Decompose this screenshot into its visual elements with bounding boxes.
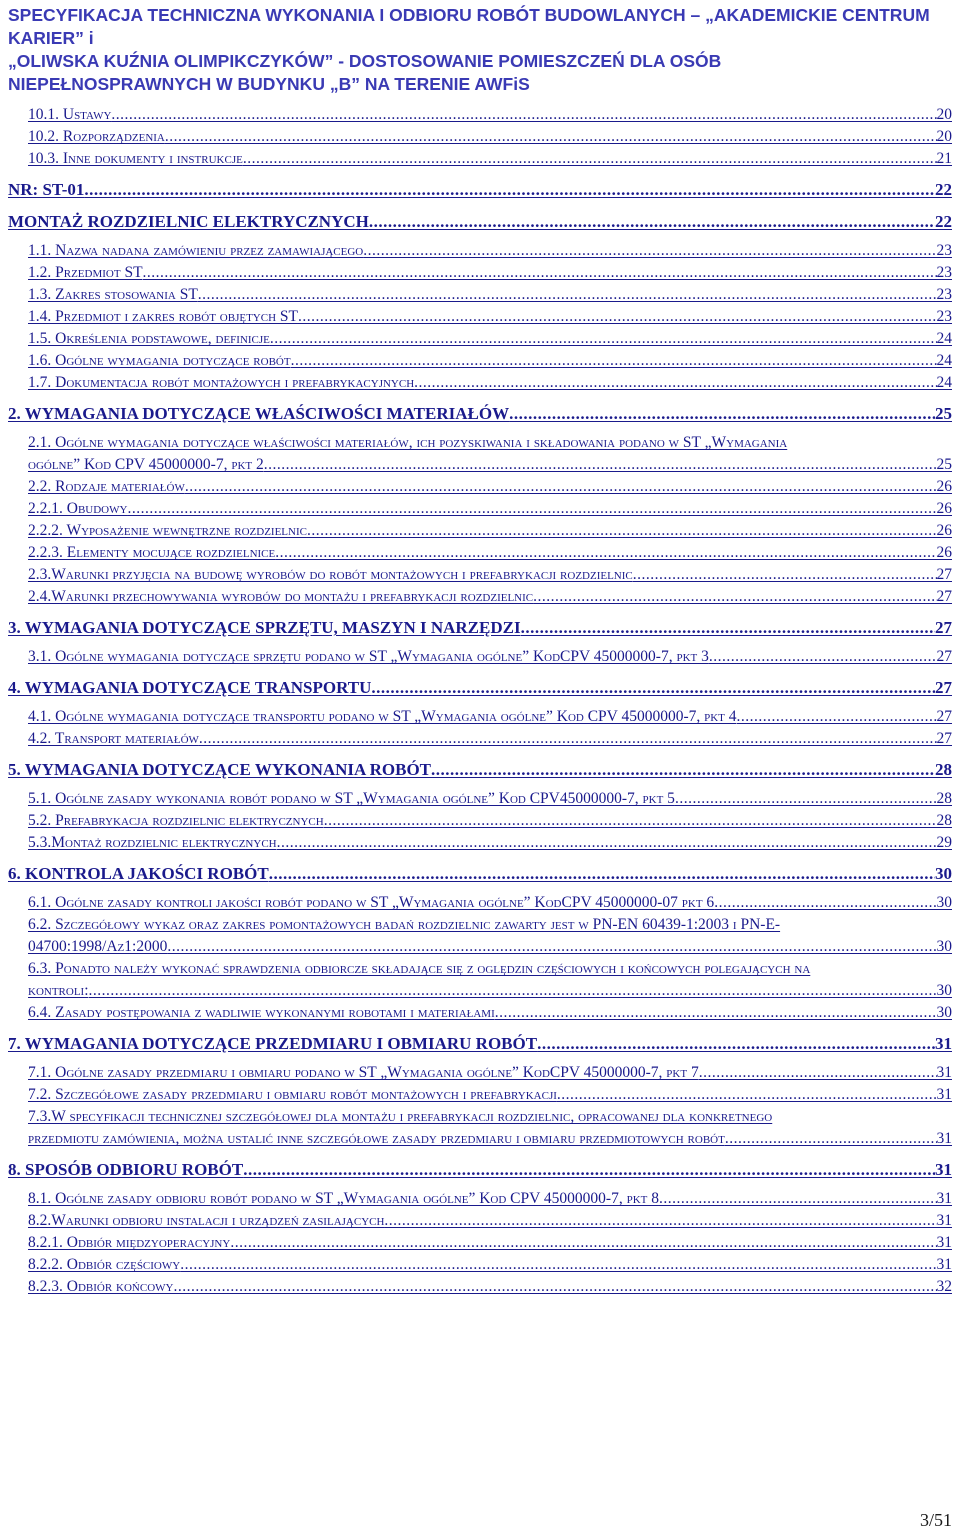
dot-leader bbox=[521, 616, 935, 640]
dot-leader bbox=[369, 210, 935, 234]
dot-leader bbox=[675, 788, 937, 810]
dot-leader bbox=[180, 1254, 936, 1276]
toc-entry[interactable] bbox=[8, 328, 952, 350]
toc-entry-page: 22 bbox=[935, 180, 952, 199]
toc-entry-row bbox=[8, 1210, 952, 1232]
toc-entry-row bbox=[8, 126, 952, 148]
dot-leader bbox=[230, 1232, 936, 1254]
dot-leader bbox=[709, 646, 937, 668]
toc-entry-row bbox=[8, 586, 952, 608]
toc-entry-row bbox=[8, 728, 952, 750]
toc-entry-title: 1.7. Dokumentacja robót montażowych i prefabrykacyjnych bbox=[28, 374, 415, 391]
toc-entry-title: 5.1. Ogólne zasady wykonania robót podano w ST „Wymagania ogólne” Kod CPV45000000-7, pkt 5 bbox=[28, 790, 675, 807]
toc-entry-row bbox=[8, 564, 952, 586]
toc-entry-title: ogólne” Kod CPV 45000000-7, pkt 2 bbox=[28, 456, 264, 473]
toc-entry-page: 27 bbox=[935, 678, 952, 697]
toc-entry[interactable] bbox=[8, 914, 952, 958]
dot-leader bbox=[111, 104, 936, 126]
toc-entry-page: 27 bbox=[936, 730, 952, 747]
toc-entry-title-line: 6.3. Ponadto należy wykonać sprawdzenia odbiorcze składające się z oględzin częściowych i końcowych polegających na bbox=[28, 960, 811, 977]
toc-entry-title: 4. WYMAGANIA DOTYCZĄCE TRANSPORTU bbox=[8, 678, 372, 697]
toc-entry-page: 25 bbox=[935, 404, 952, 423]
dot-leader bbox=[277, 832, 937, 854]
dot-leader bbox=[633, 564, 937, 586]
toc-entry-row bbox=[8, 862, 952, 886]
toc-entry-title: 5.2. Prefabrykacja rozdzielnic elektrycznych bbox=[28, 812, 324, 829]
toc-entry-page: 31 bbox=[936, 1130, 952, 1147]
dot-leader bbox=[89, 980, 937, 1002]
dot-leader bbox=[298, 306, 937, 328]
dot-leader bbox=[275, 542, 936, 564]
dot-leader bbox=[185, 476, 937, 498]
toc-entry-page: 25 bbox=[936, 456, 952, 473]
toc-entry[interactable] bbox=[8, 1232, 952, 1254]
toc-entry-title: 2. WYMAGANIA DOTYCZĄCE WŁAŚCIWOŚCI MATERIAŁÓW bbox=[8, 404, 510, 423]
toc-entry-title: 1.5. Określenia podstawowe, definicje bbox=[28, 330, 270, 347]
toc-entry-page: 30 bbox=[935, 864, 952, 883]
toc-entry-page: 31 bbox=[936, 1256, 952, 1273]
toc-entry-title: 8.2.1. Odbiór międzyoperacyjny bbox=[28, 1234, 231, 1251]
page-number: 3/51 bbox=[919, 1510, 952, 1530]
toc-entry[interactable] bbox=[8, 210, 952, 234]
dot-leader bbox=[495, 1002, 937, 1024]
toc-entry-row bbox=[8, 454, 952, 476]
toc-entry[interactable] bbox=[8, 402, 952, 426]
toc-entry-page: 31 bbox=[936, 1234, 952, 1251]
toc-entry-title: kontroli: bbox=[28, 982, 89, 999]
toc-entry-page: 21 bbox=[936, 150, 952, 167]
toc-entry[interactable] bbox=[8, 372, 952, 394]
toc-entry[interactable] bbox=[8, 616, 952, 640]
toc-entry-page: 23 bbox=[936, 308, 952, 325]
toc-entry-title: 1.1. Nazwa nadana zamówieniu przez zamawiającego bbox=[28, 242, 364, 259]
toc-entry-page: 20 bbox=[936, 128, 952, 145]
toc-entry-title: 1.3. Zakres stosowania ST bbox=[28, 286, 198, 303]
toc-entry-title: 04700:1998/Az1:2000 bbox=[28, 938, 168, 955]
toc-entry-page: 32 bbox=[936, 1278, 952, 1295]
dot-leader bbox=[199, 728, 937, 750]
toc-entry[interactable] bbox=[8, 892, 952, 914]
toc-entry-title: 3. WYMAGANIA DOTYCZĄCE SPRZĘTU, MASZYN I NARZĘDZI bbox=[8, 618, 521, 637]
toc-entry-page: 31 bbox=[936, 1064, 952, 1081]
toc-entry[interactable] bbox=[8, 476, 952, 498]
toc-entry-row bbox=[8, 1158, 952, 1182]
toc-entry-title-line: 6.2. Szczegółowy wykaz oraz zakres pomontażowych badań rozdzielnic zawarty jest w PN-EN 60439-1:2003 i PN-E- bbox=[28, 916, 781, 933]
toc-entry-title: 5. WYMAGANIA DOTYCZĄCE WYKONANIA ROBÓT bbox=[8, 760, 431, 779]
toc-entry-title: 8.2.3. Odbiór końcowy bbox=[28, 1278, 174, 1295]
toc-entry[interactable] bbox=[8, 564, 952, 586]
toc-entry-page: 30 bbox=[936, 1004, 952, 1021]
toc-entry-row bbox=[8, 706, 952, 728]
toc-entry-row bbox=[8, 1002, 952, 1024]
dot-leader bbox=[165, 126, 937, 148]
toc-entry-title: przedmiotu zamówienia, można ustalić inne szczegółowe zasady przedmiaru i obmiaru przedmiotowych robót bbox=[28, 1130, 725, 1147]
toc-entry-title-line: 7.3.W specyfikacji technicznej szczegółowej dla montażu i prefabrykacji rozdzielnic, opracowanej dla konkretnego bbox=[28, 1108, 773, 1125]
toc-entry-page: 20 bbox=[936, 106, 952, 123]
table-of-contents bbox=[8, 104, 952, 1298]
toc-entry-page: 27 bbox=[935, 618, 952, 637]
toc-entry-row bbox=[8, 1188, 952, 1210]
toc-entry-page: 26 bbox=[936, 500, 952, 517]
dot-leader bbox=[414, 372, 936, 394]
toc-entry-title: 1.2. Przedmiot ST bbox=[28, 264, 143, 281]
dot-leader bbox=[699, 1062, 937, 1084]
header-line-3: NIEPEŁNOSPRAWNYCH W BUDYNKU „B” NA TERENIE AWFiS bbox=[8, 74, 530, 94]
toc-entry[interactable] bbox=[8, 148, 952, 170]
toc-entry-row bbox=[8, 1128, 952, 1150]
toc-entry[interactable] bbox=[8, 1210, 952, 1232]
toc-entry[interactable] bbox=[8, 1276, 952, 1298]
toc-entry-row bbox=[8, 498, 952, 520]
toc-entry-page: 31 bbox=[936, 1190, 952, 1207]
toc-entry-title: 8.2.Warunki odbioru instalacji i urządzeń zasilających bbox=[28, 1212, 385, 1229]
toc-entry[interactable] bbox=[8, 1158, 952, 1182]
dot-leader bbox=[431, 758, 935, 782]
toc-entry-page: 29 bbox=[936, 834, 952, 851]
dot-leader bbox=[537, 1032, 935, 1056]
toc-entry-row bbox=[8, 1032, 952, 1056]
dot-leader bbox=[84, 178, 935, 202]
toc-entry-page: 31 bbox=[935, 1034, 952, 1053]
toc-entry-page: 23 bbox=[936, 242, 952, 259]
dot-leader bbox=[659, 1188, 937, 1210]
toc-entry-title-line: 2.1. Ogólne wymagania dotyczące właściwości materiałów, ich pozyskiwania i składowania podano w ST „Wymagania bbox=[28, 434, 788, 451]
toc-entry[interactable] bbox=[8, 284, 952, 306]
dot-leader bbox=[557, 1084, 937, 1106]
toc-entry[interactable] bbox=[8, 706, 952, 728]
toc-entry-row bbox=[8, 676, 952, 700]
toc-entry-row bbox=[8, 1276, 952, 1298]
toc-entry-page: 28 bbox=[936, 790, 952, 807]
toc-entry-title: 4.2. Transport materiałów bbox=[28, 730, 199, 747]
toc-entry-title: 2.2.1. Obudowy bbox=[28, 500, 128, 517]
toc-entry-page: 27 bbox=[936, 566, 952, 583]
dot-leader bbox=[243, 1158, 935, 1182]
toc-entry-row bbox=[8, 788, 952, 810]
header-line-2: „OLIWSKA KUŹNIA OLIMPIKCZYKÓW” - DOSTOSOWANIE POMIESZCZEŃ DLA OSÓB bbox=[8, 51, 722, 71]
toc-entry-page: 23 bbox=[936, 264, 952, 281]
toc-entry-title: 4.1. Ogólne wymagania dotyczące transportu podano w ST „Wymagania ogólne” Kod CPV 45000000-7, pkt 4 bbox=[28, 708, 737, 725]
toc-entry-row bbox=[8, 1254, 952, 1276]
toc-entry-title: 1.6. Ogólne wymagania dotyczące robót bbox=[28, 352, 291, 369]
dot-leader bbox=[269, 862, 935, 886]
dot-leader bbox=[127, 498, 936, 520]
toc-entry-row bbox=[8, 240, 952, 262]
toc-entry[interactable] bbox=[8, 520, 952, 542]
toc-entry-title: 1.4. Przedmiot i zakres robót objętych ST bbox=[28, 308, 298, 325]
toc-entry-page: 24 bbox=[936, 330, 952, 347]
toc-entry-row bbox=[8, 372, 952, 394]
dot-leader bbox=[725, 1128, 937, 1150]
toc-entry-page: 27 bbox=[936, 648, 952, 665]
toc-entry-row bbox=[8, 1062, 952, 1084]
toc-entry[interactable] bbox=[8, 832, 952, 854]
toc-entry-page: 26 bbox=[936, 478, 952, 495]
toc-entry[interactable] bbox=[8, 306, 952, 328]
toc-entry-page: 27 bbox=[936, 588, 952, 605]
dot-leader bbox=[243, 148, 937, 170]
toc-entry-title: MONTAŻ ROZDZIELNIC ELEKTRYCZNYCH bbox=[8, 212, 369, 231]
toc-entry[interactable] bbox=[8, 1062, 952, 1084]
toc-entry-row bbox=[8, 832, 952, 854]
toc-entry-page: 28 bbox=[936, 812, 952, 829]
toc-entry-title: 10.3. Inne dokumenty i instrukcje bbox=[28, 150, 243, 167]
toc-entry[interactable] bbox=[8, 862, 952, 886]
toc-entry-page: 31 bbox=[936, 1212, 952, 1229]
toc-entry-title: 6.1. Ogólne zasady kontroli jakości robót podano w ST „Wymagania ogólne” KodCPV 45000000-07 pkt 6 bbox=[28, 894, 715, 911]
dot-leader bbox=[371, 676, 935, 700]
toc-entry-title: 2.3.Warunki przyjęcia na budowę wyrobów do robót montażowych i prefabrykacji rozdzielnic bbox=[28, 566, 633, 583]
toc-entry-row bbox=[8, 328, 952, 350]
toc-entry-title: 2.2.3. Elementy mocujące rozdzielnice bbox=[28, 544, 276, 561]
toc-entry[interactable] bbox=[8, 432, 952, 476]
dot-leader bbox=[384, 1210, 936, 1232]
toc-entry-row bbox=[8, 542, 952, 564]
toc-entry-row bbox=[8, 616, 952, 640]
toc-entry[interactable] bbox=[8, 126, 952, 148]
toc-entry-row bbox=[8, 284, 952, 306]
toc-entry-title: 7. WYMAGANIA DOTYCZĄCE PRZEDMIARU I OBMIARU ROBÓT bbox=[8, 1034, 538, 1053]
toc-entry-title: 8.2.2. Odbiór częściowy bbox=[28, 1256, 181, 1273]
toc-entry[interactable] bbox=[8, 498, 952, 520]
toc-entry[interactable] bbox=[8, 810, 952, 832]
dot-leader bbox=[198, 284, 937, 306]
toc-entry-row bbox=[8, 646, 952, 668]
toc-entry-title: 7.2. Szczegółowe zasady przedmiaru i obmiaru robót montażowych i prefabrykacji bbox=[28, 1086, 557, 1103]
toc-entry[interactable] bbox=[8, 1106, 952, 1150]
toc-entry-page: 26 bbox=[936, 544, 952, 561]
toc-entry-title: 5.3.Montaż rozdzielnic elektrycznych bbox=[28, 834, 277, 851]
toc-entry-title: 7.1. Ogólne zasady przedmiaru i obmiaru podano w ST „Wymagania ogólne” KodCPV 45000000-7, pkt 7 bbox=[28, 1064, 699, 1081]
toc-entry-page: 26 bbox=[936, 522, 952, 539]
dot-leader bbox=[324, 810, 937, 832]
toc-entry-title: 8. SPOSÓB ODBIORU ROBÓT bbox=[8, 1160, 244, 1179]
toc-entry-title: 3.1. Ogólne wymagania dotyczące sprzętu podano w ST „Wymagania ogólne” KodCPV 45000000-7, pkt 3 bbox=[28, 648, 709, 665]
toc-entry-page: 24 bbox=[936, 374, 952, 391]
toc-entry[interactable] bbox=[8, 350, 952, 372]
toc-entry-page: 23 bbox=[936, 286, 952, 303]
dot-leader bbox=[291, 350, 937, 372]
toc-entry-row bbox=[8, 402, 952, 426]
toc-entry-row bbox=[8, 306, 952, 328]
toc-entry[interactable] bbox=[8, 262, 952, 284]
toc-entry-page: 24 bbox=[936, 352, 952, 369]
toc-entry-page: 28 bbox=[935, 760, 952, 779]
toc-entry[interactable] bbox=[8, 788, 952, 810]
dot-leader bbox=[143, 262, 937, 284]
toc-entry-title: 6. KONTROLA JAKOŚCI ROBÓT bbox=[8, 864, 269, 883]
toc-entry-row bbox=[8, 758, 952, 782]
dot-leader bbox=[509, 402, 935, 426]
toc-entry-title: 8.1. Ogólne zasady odbioru robót podano w ST „Wymagania ogólne” Kod CPV 45000000-7, pkt 8 bbox=[28, 1190, 659, 1207]
toc-entry-row bbox=[8, 936, 952, 958]
toc-entry-row bbox=[8, 262, 952, 284]
toc-entry-row bbox=[8, 210, 952, 234]
toc-entry-title: NR: ST-01 bbox=[8, 180, 85, 199]
toc-entry[interactable] bbox=[8, 1254, 952, 1276]
toc-entry-page: 22 bbox=[935, 212, 952, 231]
toc-entry-row bbox=[8, 104, 952, 126]
toc-entry-title: 2.2.2. Wyposażenie wewnętrzne rozdzielnic bbox=[28, 522, 307, 539]
dot-leader bbox=[307, 520, 937, 542]
toc-entry[interactable] bbox=[8, 758, 952, 782]
header-line-1: SPECYFIKACJA TECHNICZNA WYKONANIA I ODBIORU ROBÓT BUDOWLANYCH – „AKADEMICKIE CENTRUM KARIER” i bbox=[8, 5, 930, 48]
document-header bbox=[8, 4, 952, 96]
toc-entry-row bbox=[8, 1084, 952, 1106]
dot-leader bbox=[533, 586, 936, 608]
dot-leader bbox=[167, 936, 936, 958]
toc-entry[interactable] bbox=[8, 586, 952, 608]
toc-entry[interactable] bbox=[8, 542, 952, 564]
toc-entry-row bbox=[8, 148, 952, 170]
toc-entry-row bbox=[8, 178, 952, 202]
toc-entry[interactable] bbox=[8, 958, 952, 1002]
toc-entry-page: 27 bbox=[936, 708, 952, 725]
toc-entry-page: 30 bbox=[936, 894, 952, 911]
toc-entry-title: 10.1. Ustawy bbox=[28, 106, 112, 123]
toc-entry-title: 10.2. Rozporządzenia bbox=[28, 128, 165, 145]
dot-leader bbox=[264, 454, 937, 476]
toc-entry-page: 31 bbox=[935, 1160, 952, 1179]
toc-entry-title: 2.4.Warunki przechowywania wyrobów do montażu i prefabrykacji rozdzielnic bbox=[28, 588, 534, 605]
toc-entry[interactable] bbox=[8, 676, 952, 700]
toc-entry-row bbox=[8, 980, 952, 1002]
toc-entry[interactable] bbox=[8, 646, 952, 668]
toc-entry[interactable] bbox=[8, 178, 952, 202]
toc-entry-row bbox=[8, 1232, 952, 1254]
toc-entry[interactable] bbox=[8, 728, 952, 750]
toc-entry-row bbox=[8, 476, 952, 498]
toc-entry-row bbox=[8, 520, 952, 542]
dot-leader bbox=[714, 892, 936, 914]
dot-leader bbox=[270, 328, 937, 350]
toc-entry[interactable] bbox=[8, 1002, 952, 1024]
toc-entry[interactable] bbox=[8, 1084, 952, 1106]
dot-leader bbox=[363, 240, 936, 262]
toc-entry-row bbox=[8, 350, 952, 372]
toc-entry-row bbox=[8, 892, 952, 914]
toc-entry-row bbox=[8, 810, 952, 832]
toc-entry[interactable] bbox=[8, 1188, 952, 1210]
toc-entry[interactable] bbox=[8, 240, 952, 262]
toc-entry[interactable] bbox=[8, 104, 952, 126]
toc-entry-page: 31 bbox=[936, 1086, 952, 1103]
toc-entry-page: 30 bbox=[936, 982, 952, 999]
dot-leader bbox=[737, 706, 937, 728]
dot-leader bbox=[173, 1276, 936, 1298]
toc-entry-page: 30 bbox=[936, 938, 952, 955]
toc-entry[interactable] bbox=[8, 1032, 952, 1056]
toc-entry-title: 6.4. Zasady postępowania z wadliwie wykonanymi robotami i materiałami bbox=[28, 1004, 495, 1021]
toc-entry-title: 2.2. Rodzaje materiałów bbox=[28, 478, 185, 495]
